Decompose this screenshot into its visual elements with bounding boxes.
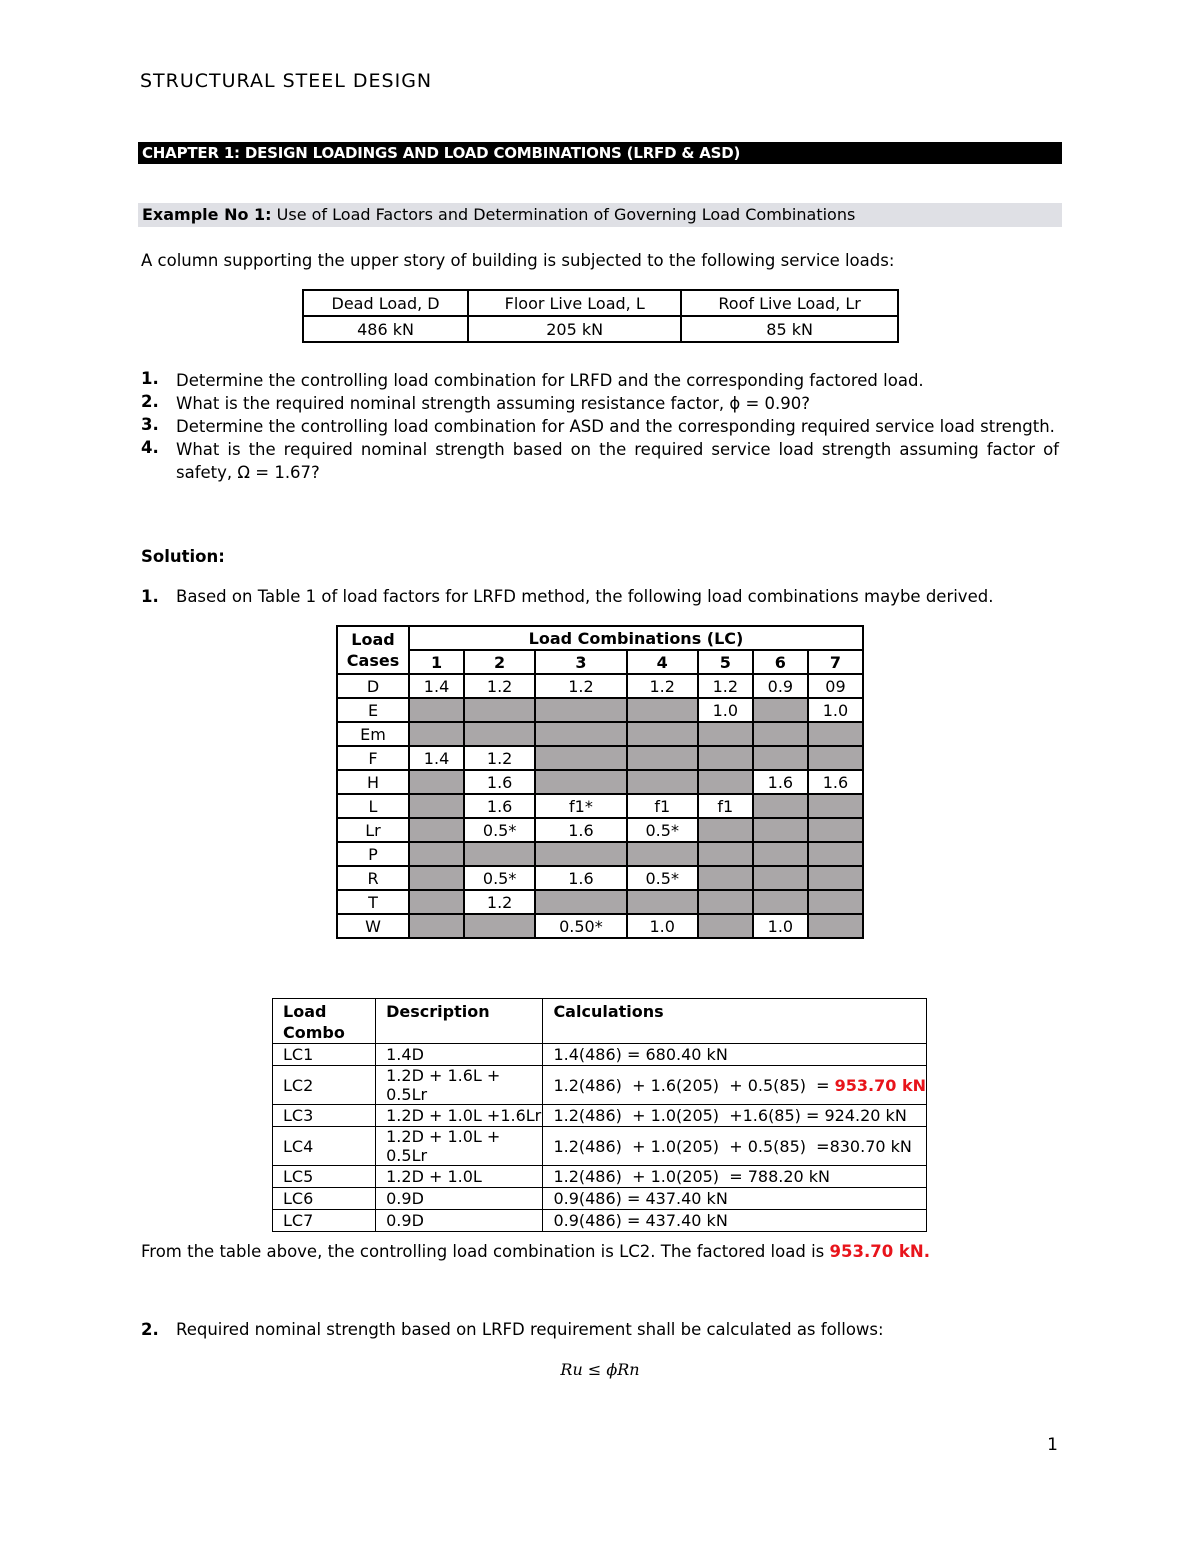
load-combination-factor-table xyxy=(336,625,864,939)
combo-combo-cell: LC5 xyxy=(273,1166,376,1188)
table-row xyxy=(273,1210,927,1232)
table-row xyxy=(337,698,863,722)
combo-combo-cell: LC4 xyxy=(273,1127,376,1166)
combo-calc-cell: 1.2(486) + 1.6(205) + 0.5(85) = 953.70 kN xyxy=(543,1066,927,1105)
lc-column-header: 7 xyxy=(808,650,863,674)
conclusion-text: From the table above, the controlling load combination is LC2. The factored load is 953.70 kN. xyxy=(141,1242,930,1261)
load-factor-cell xyxy=(409,722,464,746)
table-row xyxy=(337,746,863,770)
combo-desc-cell: 1.4D xyxy=(376,1044,543,1066)
factored-load-value: 953.70 kN. xyxy=(829,1242,930,1261)
combo-combo-cell: LC6 xyxy=(273,1188,376,1210)
load-factor-cell xyxy=(535,698,627,722)
combo-desc-cell: 1.2D + 1.0L + 0.5Lr xyxy=(376,1127,543,1166)
load-cases-header: Load Cases xyxy=(337,626,409,674)
load-case-label: P xyxy=(337,842,409,866)
combo-table-header: Load Combo xyxy=(273,999,376,1044)
load-factor-cell: 0.50* xyxy=(535,914,627,938)
load-factor-cell xyxy=(698,890,753,914)
load-combo-calculation-table xyxy=(272,998,927,1232)
combo-calc-cell: 1.2(486) + 1.0(205) + 0.5(85) =830.70 kN xyxy=(543,1127,927,1166)
load-factor-cell: 1.6 xyxy=(464,770,535,794)
controlling-load-value: 953.70 kN xyxy=(834,1075,926,1095)
load-factor-cell xyxy=(698,914,753,938)
lc-column-header: 5 xyxy=(698,650,753,674)
load-factor-cell: 1.0 xyxy=(627,914,698,938)
table-row xyxy=(273,1127,927,1166)
solution-step-2: 2. Required nominal strength based on LRFD requirement shall be calculated as follows: xyxy=(141,1320,884,1339)
table-row xyxy=(337,818,863,842)
list-item: 1. Determine the controlling load combination for LRFD and the corresponding factored load. xyxy=(141,369,924,390)
combo-calc-cell: 1.4(486) = 680.40 kN xyxy=(543,1044,927,1066)
load-factor-cell xyxy=(753,842,808,866)
load-factor-cell xyxy=(535,890,627,914)
combo-desc-cell: 0.9D xyxy=(376,1188,543,1210)
combo-combo-cell: LC7 xyxy=(273,1210,376,1232)
table-row xyxy=(337,914,863,938)
load-case-label: H xyxy=(337,770,409,794)
load-factor-cell xyxy=(808,794,863,818)
load-factor-cell: 1.2 xyxy=(464,890,535,914)
table-row xyxy=(273,1166,927,1188)
load-factor-cell: 1.2 xyxy=(464,746,535,770)
load-factor-cell xyxy=(627,722,698,746)
load-factor-cell: 1.2 xyxy=(535,674,627,698)
load-factor-cell: f1* xyxy=(535,794,627,818)
table-row xyxy=(337,890,863,914)
combo-combo-cell: LC2 xyxy=(273,1066,376,1105)
load-factor-cell xyxy=(698,842,753,866)
list-item: 3. Determine the controlling load combination for ASD and the corresponding required service load strength. xyxy=(141,415,1055,436)
load-case-label: D xyxy=(337,674,409,698)
load-factor-cell: 09 xyxy=(808,674,863,698)
service-load-value: 85 kN xyxy=(681,316,898,342)
solution-step-1: 1. Based on Table 1 of load factors for LRFD method, the following load combinations maybe derived. xyxy=(141,587,994,606)
question-list xyxy=(141,369,1059,484)
load-factor-cell xyxy=(627,890,698,914)
load-case-label: L xyxy=(337,794,409,818)
lc-column-header: 2 xyxy=(464,650,535,674)
combo-desc-cell: 0.9D xyxy=(376,1210,543,1232)
lc-column-header: 3 xyxy=(535,650,627,674)
load-factor-cell xyxy=(464,722,535,746)
load-factor-cell: f1 xyxy=(627,794,698,818)
load-factor-cell: 1.6 xyxy=(808,770,863,794)
load-factor-cell xyxy=(535,746,627,770)
load-factor-cell: 1.6 xyxy=(464,794,535,818)
example-label: Example No 1: xyxy=(142,205,272,224)
load-factor-cell xyxy=(464,914,535,938)
load-factor-cell xyxy=(627,770,698,794)
table-row xyxy=(337,842,863,866)
table-row xyxy=(337,866,863,890)
table-row xyxy=(273,1105,927,1127)
combo-combo-cell: LC3 xyxy=(273,1105,376,1127)
load-factor-cell xyxy=(409,866,464,890)
load-factor-cell: 1.2 xyxy=(698,674,753,698)
load-factor-cell xyxy=(464,842,535,866)
load-factor-cell: 1.4 xyxy=(409,674,464,698)
service-load-header: Roof Live Load, Lr xyxy=(681,290,898,316)
load-factor-cell xyxy=(535,842,627,866)
load-case-label: R xyxy=(337,866,409,890)
load-factor-cell: 1.0 xyxy=(808,698,863,722)
load-factor-cell xyxy=(753,866,808,890)
list-item: 4. What is the required nominal strength based on the required service load strength assuming factor of safety, Ω = 1.67? xyxy=(141,438,1059,482)
combo-calc-cell: 1.2(486) + 1.0(205) = 788.20 kN xyxy=(543,1166,927,1188)
load-factor-cell: 1.0 xyxy=(753,914,808,938)
load-factor-cell: 0.5* xyxy=(627,866,698,890)
load-factor-cell xyxy=(808,746,863,770)
load-factor-cell xyxy=(753,818,808,842)
load-case-label: E xyxy=(337,698,409,722)
load-factor-cell xyxy=(753,890,808,914)
load-factor-cell xyxy=(409,890,464,914)
table-row xyxy=(337,722,863,746)
load-factor-cell xyxy=(627,698,698,722)
table-row xyxy=(273,1044,927,1066)
chapter-title: CHAPTER 1: DESIGN LOADINGS AND LOAD COMBINATIONS (LRFD & ASD) xyxy=(138,142,1062,164)
load-case-label: Lr xyxy=(337,818,409,842)
combo-calc-cell: 0.9(486) = 437.40 kN xyxy=(543,1210,927,1232)
load-factor-cell: 1.6 xyxy=(535,866,627,890)
load-factor-cell xyxy=(753,794,808,818)
combo-combo-cell: LC1 xyxy=(273,1044,376,1066)
load-case-label: F xyxy=(337,746,409,770)
combo-table-header: Calculations xyxy=(543,999,927,1044)
table-row xyxy=(273,1188,927,1210)
table-row xyxy=(337,674,863,698)
load-case-label: Em xyxy=(337,722,409,746)
load-factor-cell xyxy=(753,722,808,746)
load-factor-cell xyxy=(409,914,464,938)
load-factor-cell xyxy=(627,746,698,770)
load-factor-cell: 1.2 xyxy=(464,674,535,698)
combo-desc-cell: 1.2D + 1.0L +1.6Lr xyxy=(376,1105,543,1127)
load-factor-cell xyxy=(808,722,863,746)
load-case-label: W xyxy=(337,914,409,938)
load-factor-cell xyxy=(409,818,464,842)
load-factor-cell xyxy=(627,842,698,866)
lrfd-formula: Ru ≤ ϕRn xyxy=(560,1360,640,1379)
load-factor-cell: 1.0 xyxy=(698,698,753,722)
load-factor-cell: 0.5* xyxy=(627,818,698,842)
example-heading xyxy=(138,203,1062,227)
service-load-header: Floor Live Load, L xyxy=(468,290,681,316)
load-factor-cell xyxy=(464,698,535,722)
combo-desc-cell: 1.2D + 1.6L + 0.5Lr xyxy=(376,1066,543,1105)
load-factor-cell xyxy=(409,770,464,794)
lc-column-header: 4 xyxy=(627,650,698,674)
combo-desc-cell: 1.2D + 1.0L xyxy=(376,1166,543,1188)
load-factor-cell: 1.2 xyxy=(627,674,698,698)
service-load-value: 205 kN xyxy=(468,316,681,342)
page-number: 1 xyxy=(1047,1435,1058,1455)
load-factor-cell xyxy=(808,866,863,890)
load-factor-cell: 0.5* xyxy=(464,818,535,842)
combo-calc-cell: 0.9(486) = 437.40 kN xyxy=(543,1188,927,1210)
load-factor-cell: f1 xyxy=(698,794,753,818)
service-load-value: 486 kN xyxy=(303,316,468,342)
load-factor-cell: 0.9 xyxy=(753,674,808,698)
load-factor-cell xyxy=(535,722,627,746)
service-loads-table xyxy=(302,289,899,343)
table-row xyxy=(337,770,863,794)
load-factor-cell xyxy=(409,842,464,866)
load-factor-cell xyxy=(753,698,808,722)
intro-text: A column supporting the upper story of building is subjected to the following service loads: xyxy=(141,251,895,270)
load-factor-cell xyxy=(753,746,808,770)
load-combinations-header: Load Combinations (LC) xyxy=(409,626,863,650)
table-row xyxy=(273,1066,927,1105)
page-header-title: STRUCTURAL STEEL DESIGN xyxy=(140,70,433,92)
load-factor-cell xyxy=(808,890,863,914)
example-title: Use of Load Factors and Determination of Governing Load Combinations xyxy=(276,205,856,224)
solution-heading: Solution: xyxy=(141,547,225,566)
service-load-header: Dead Load, D xyxy=(303,290,468,316)
load-factor-cell xyxy=(535,770,627,794)
load-factor-cell xyxy=(409,794,464,818)
load-factor-cell xyxy=(808,818,863,842)
load-factor-cell: 1.6 xyxy=(753,770,808,794)
load-factor-cell xyxy=(409,698,464,722)
combo-calc-cell: 1.2(486) + 1.0(205) +1.6(85) = 924.20 kN xyxy=(543,1105,927,1127)
list-item: 2. What is the required nominal strength assuming resistance factor, ϕ = 0.90? xyxy=(141,392,811,413)
load-case-label: T xyxy=(337,890,409,914)
load-factor-cell xyxy=(698,770,753,794)
load-factor-cell xyxy=(698,818,753,842)
load-factor-cell xyxy=(808,914,863,938)
load-factor-cell: 1.4 xyxy=(409,746,464,770)
lc-column-header: 6 xyxy=(753,650,808,674)
load-factor-cell: 0.5* xyxy=(464,866,535,890)
load-factor-cell xyxy=(698,746,753,770)
lc-column-header: 1 xyxy=(409,650,464,674)
combo-table-header: Description xyxy=(376,999,543,1044)
load-factor-cell xyxy=(808,842,863,866)
load-factor-cell xyxy=(698,722,753,746)
load-factor-cell: 1.6 xyxy=(535,818,627,842)
load-factor-cell xyxy=(698,866,753,890)
table-row xyxy=(337,794,863,818)
